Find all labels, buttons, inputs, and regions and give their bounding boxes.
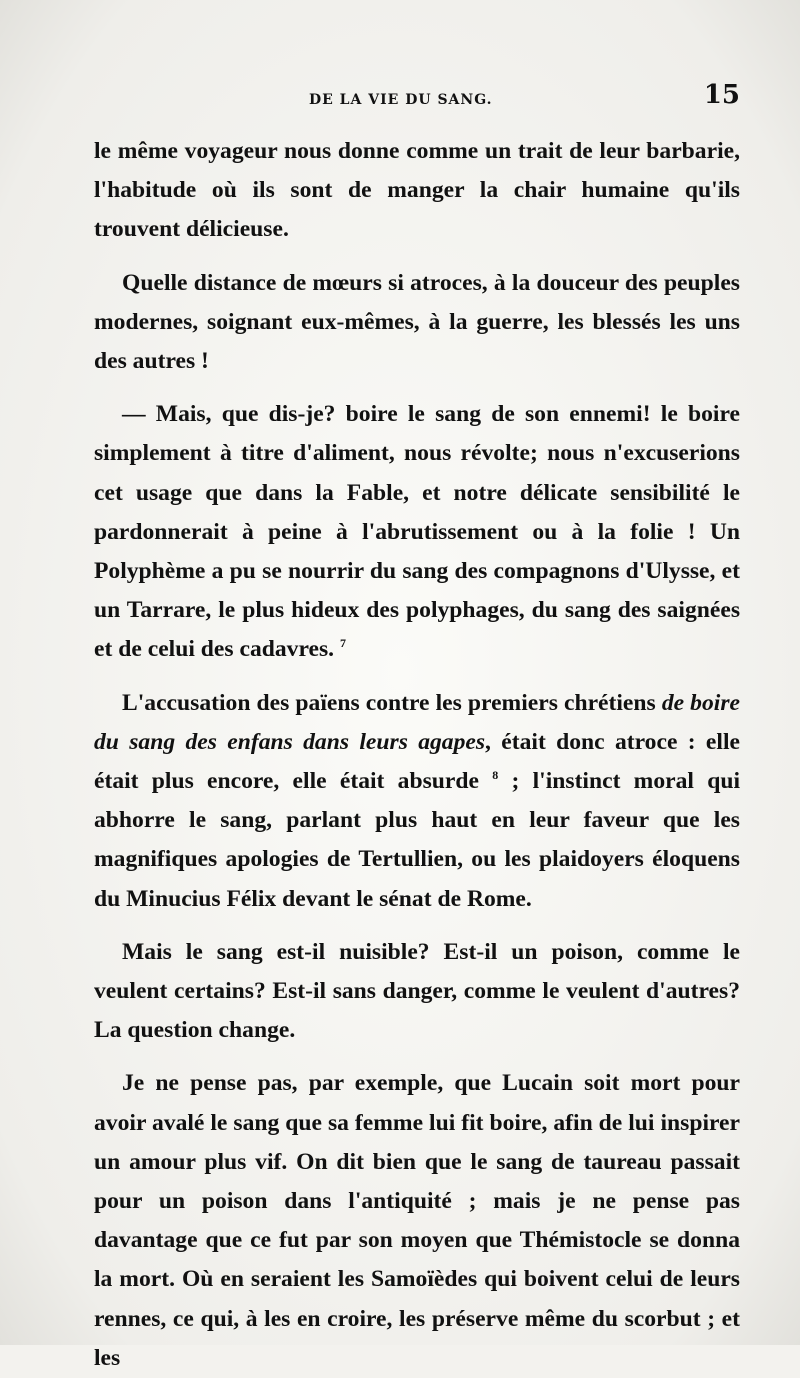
paragraph-1 (94, 132, 740, 250)
paragraph-text: Je ne pense pas, par exemple, que Lucain soit mort pour avoir avalé le sang que sa femme lui fit boire, afin de lui inspirer un amour plus vif. On dit bien que le sang de taureau passait pour un poison dans l'antiquité ; mais je ne pense pas davantage que ce fut par son moyen que Thémistocle se donna la mort. Où en seraient les Samoïèdes qui boivent celui de leurs rennes, ce qui, à les en croire, les préserve même du scorbut ; et les (94, 1070, 740, 1371)
paragraph-6 (94, 1064, 740, 1378)
paragraph-text: Quelle distance de mœurs si atroces, à la douceur des peuples modernes, soignant eux-mêmes, à la guerre, les blessés les uns des autres ! (94, 269, 740, 375)
footnote-marker: 7 (339, 636, 346, 651)
footnote-marker: 8 (492, 768, 499, 783)
italic-quote: de boire du sang des enfans dans leurs agapes (94, 689, 740, 755)
paragraph-3 (94, 395, 740, 669)
paragraph-2 (94, 264, 740, 382)
paragraph-text: — Mais, que dis-je? boire le sang de son ennemi! le boire simplement à titre d'aliment, nous révolte; nous n'excuserions cet usage que dans la Fable, et notre délicate sensibilité le pardonnerait à peine à l'abrutissement ou à la folie ! Un Polyphème a pu se nourrir du sang des compagnons d'Ulysse, et un Tarrare, le plus hideux des polyphages, du sang des saignées et de celui des cadavres. (94, 401, 740, 663)
paragraph-5 (94, 933, 740, 1051)
paragraph-text: Mais le sang est-il nuisible? Est-il un poison, comme le veulent certains? Est-il sans danger, comme le veulent d'autres? La question change. (94, 938, 740, 1044)
body-text (94, 132, 740, 1378)
paragraph-text: L'accusation des païens contre les premiers chrétiens (122, 689, 656, 716)
paragraph-text: , était donc atroce : elle était plus encore, elle était absurde (94, 728, 740, 795)
paragraph-text: le même voyageur nous donne comme un trait de leur barbarie, l'habitude où ils sont de manger la chair humaine qu'ils trouvent délicieuse. (94, 138, 740, 243)
paragraph-4 (94, 684, 740, 919)
paragraph-text: ; l'instinct moral qui abhorre le sang, parlant plus haut en leur faveur que les magnifiques apologies de Tertullien, ou les plaidoyers éloquens du Minucius Félix devant le sénat de Rome. (94, 768, 741, 912)
page-number: 15 (703, 80, 740, 110)
running-title: DE LA VIE DU SANG. (309, 92, 493, 108)
page-header (94, 80, 740, 120)
